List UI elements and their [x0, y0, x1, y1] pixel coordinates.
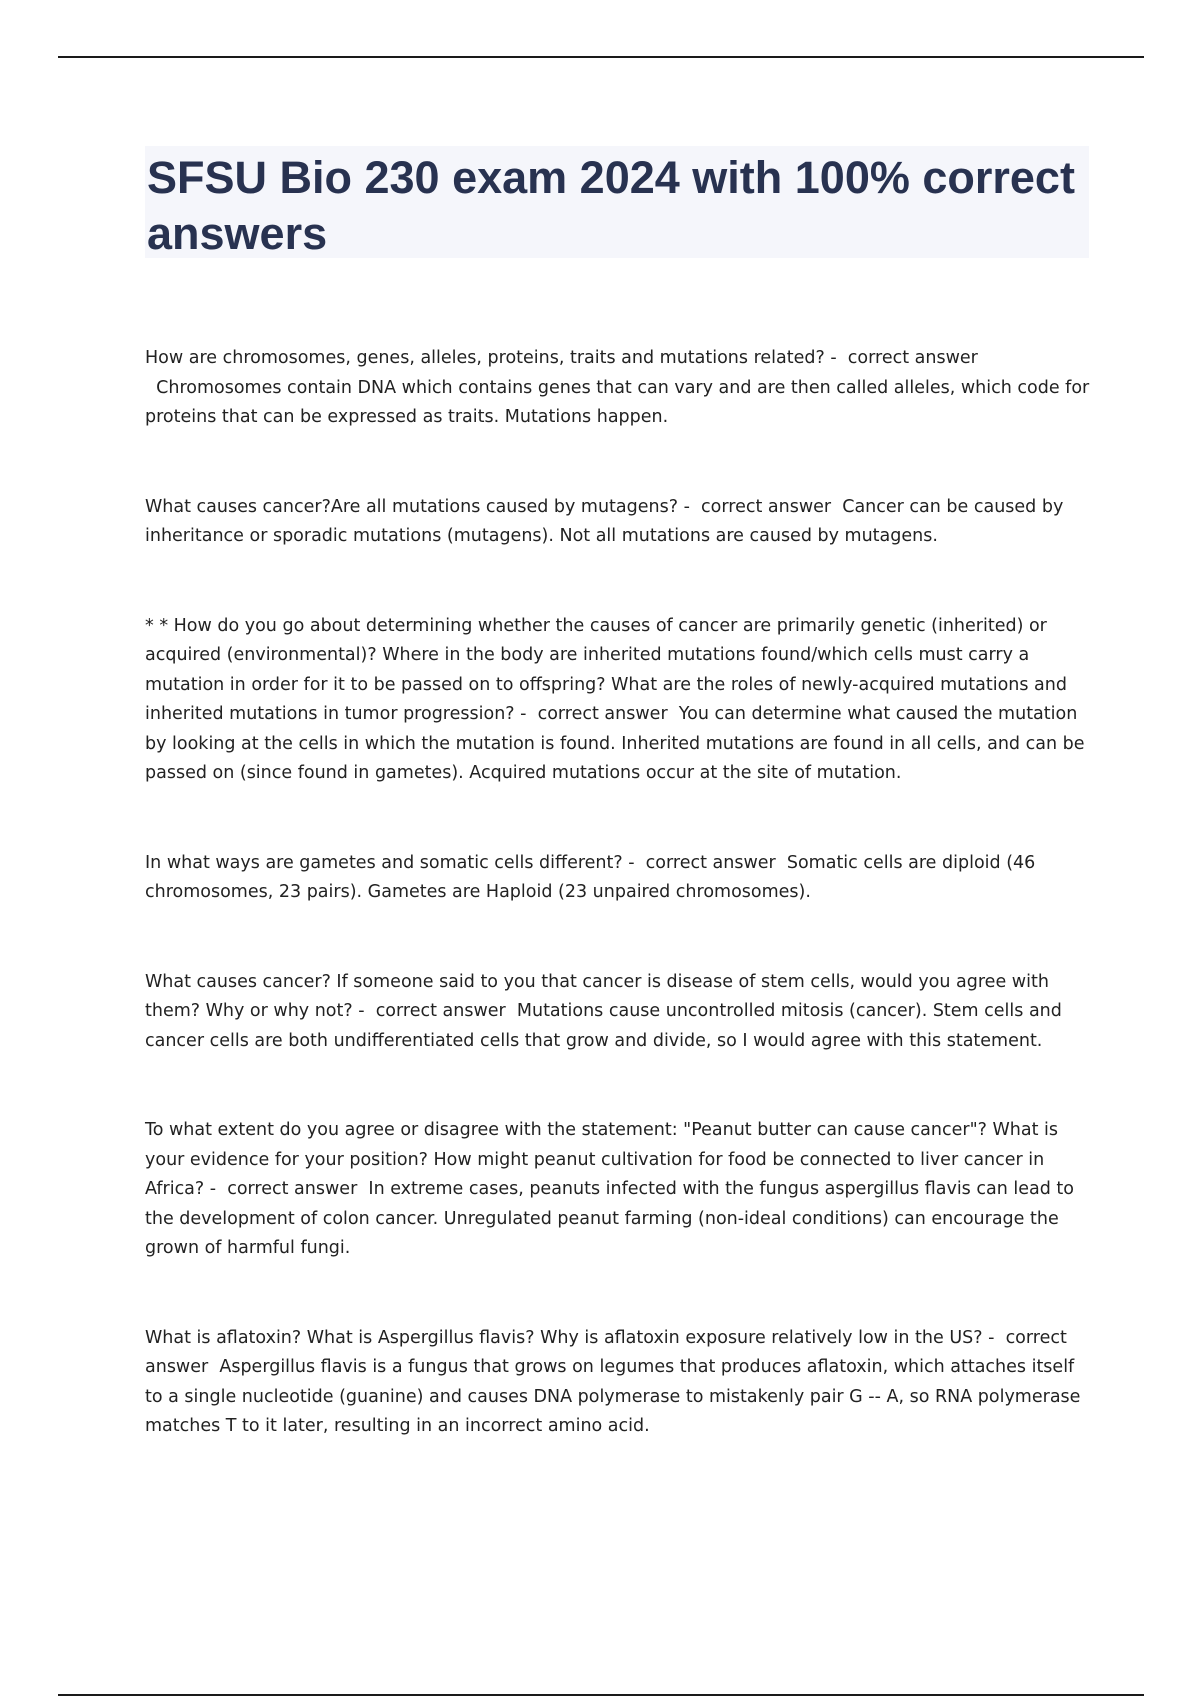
- title-banner: [145, 146, 1089, 258]
- question-text: What is aflatoxin? What is Aspergillus flavis? Why is aflatoxin exposure relatively low in the US? -: [145, 1327, 995, 1348]
- answer-label: correct answer: [537, 704, 668, 724]
- answer-text: Somatic cells are diploid (46 chromosomes, 23 pairs). Gametes are Haploid (23 unpaired chromosomes).: [145, 852, 1036, 902]
- qa-item: [145, 612, 1093, 789]
- question-text: What causes cancer? If someone said to you that cancer is disease of stem cells, would you agree with them? Why or why not? -: [145, 971, 1049, 1021]
- answer-label: correct answer: [645, 852, 776, 873]
- question-text: * * How do you go about determining whether the causes of cancer are primarily genetic (inherited) or acquired (environmental)? Where in the body are inherited mutations found/which cells must carry a mutation in order for it to be passed on to offspring? What are the roles of newly-acquired mutations and inherited mutations in tumor progression? -: [145, 615, 1067, 724]
- question-text: In what ways are gametes and somatic cells different? -: [145, 852, 635, 873]
- answer-text: You can determine what caused the mutation by looking at the cells in which the mutation is found. Inherited mutations are found in all cells, and can be passed on (since found in gametes). Acquired mutations occur at the site of mutation.: [145, 704, 1085, 783]
- answer-label: correct answer: [145, 1327, 1067, 1377]
- qa-list: [145, 344, 1093, 1442]
- qa-item: [145, 1324, 1093, 1442]
- answer-text: Cancer can be caused by inheritance or sporadic mutations (mutagens). Not all mutations are caused by mutagens.: [145, 496, 1064, 546]
- question-text: What causes cancer?Are all mutations caused by mutagens? -: [145, 496, 690, 517]
- answer-text: In extreme cases, peanuts infected with the fungus aspergillus flavis can lead to the development of colon cancer. Unregulated peanut farming (non-ideal conditions) can encourage the grown of harmful fungi.: [145, 1179, 1074, 1258]
- question-text: To what extent do you agree or disagree with the statement: "Peanut butter can cause cancer"? What is your evidence for your position? How might peanut cultivation for food be connected to liver cancer in Africa? -: [145, 1120, 1058, 1199]
- answer-text: Chromosomes contain DNA which contains genes that can vary and are then called alleles, which code for proteins that can be expressed as traits. Mutations happen.: [145, 377, 1090, 427]
- answer-label: correct answer: [227, 1179, 358, 1199]
- qa-item: [145, 968, 1093, 1057]
- answer-label: correct answer: [701, 496, 832, 517]
- answer-label: correct answer: [375, 1001, 506, 1021]
- answer-text: Mutations cause uncontrolled mitosis (cancer). Stem cells and cancer cells are both undifferentiated cells that grow and divide, so I would agree with this statement.: [145, 1001, 1062, 1051]
- qa-item: [145, 493, 1093, 552]
- qa-item: [145, 849, 1093, 908]
- answer-label: correct answer: [847, 348, 978, 368]
- qa-item: [145, 1116, 1093, 1264]
- question-text: How are chromosomes, genes, alleles, proteins, traits and mutations related? -: [145, 348, 837, 368]
- qa-item: [145, 344, 1093, 433]
- page-title: SFSU Bio 230 exam 2024 with 100% correct answers: [147, 152, 1075, 259]
- top-rule: [58, 56, 1144, 58]
- answer-text: Aspergillus flavis is a fungus that grows on legumes that produces aflatoxin, which attaches itself to a single nucleotide (guanine) and causes DNA polymerase to mistakenly pair G -- A, so RNA polymerase matches T to it later, resulting in an incorrect amino acid.: [145, 1357, 1081, 1436]
- bottom-rule: [58, 1694, 1144, 1696]
